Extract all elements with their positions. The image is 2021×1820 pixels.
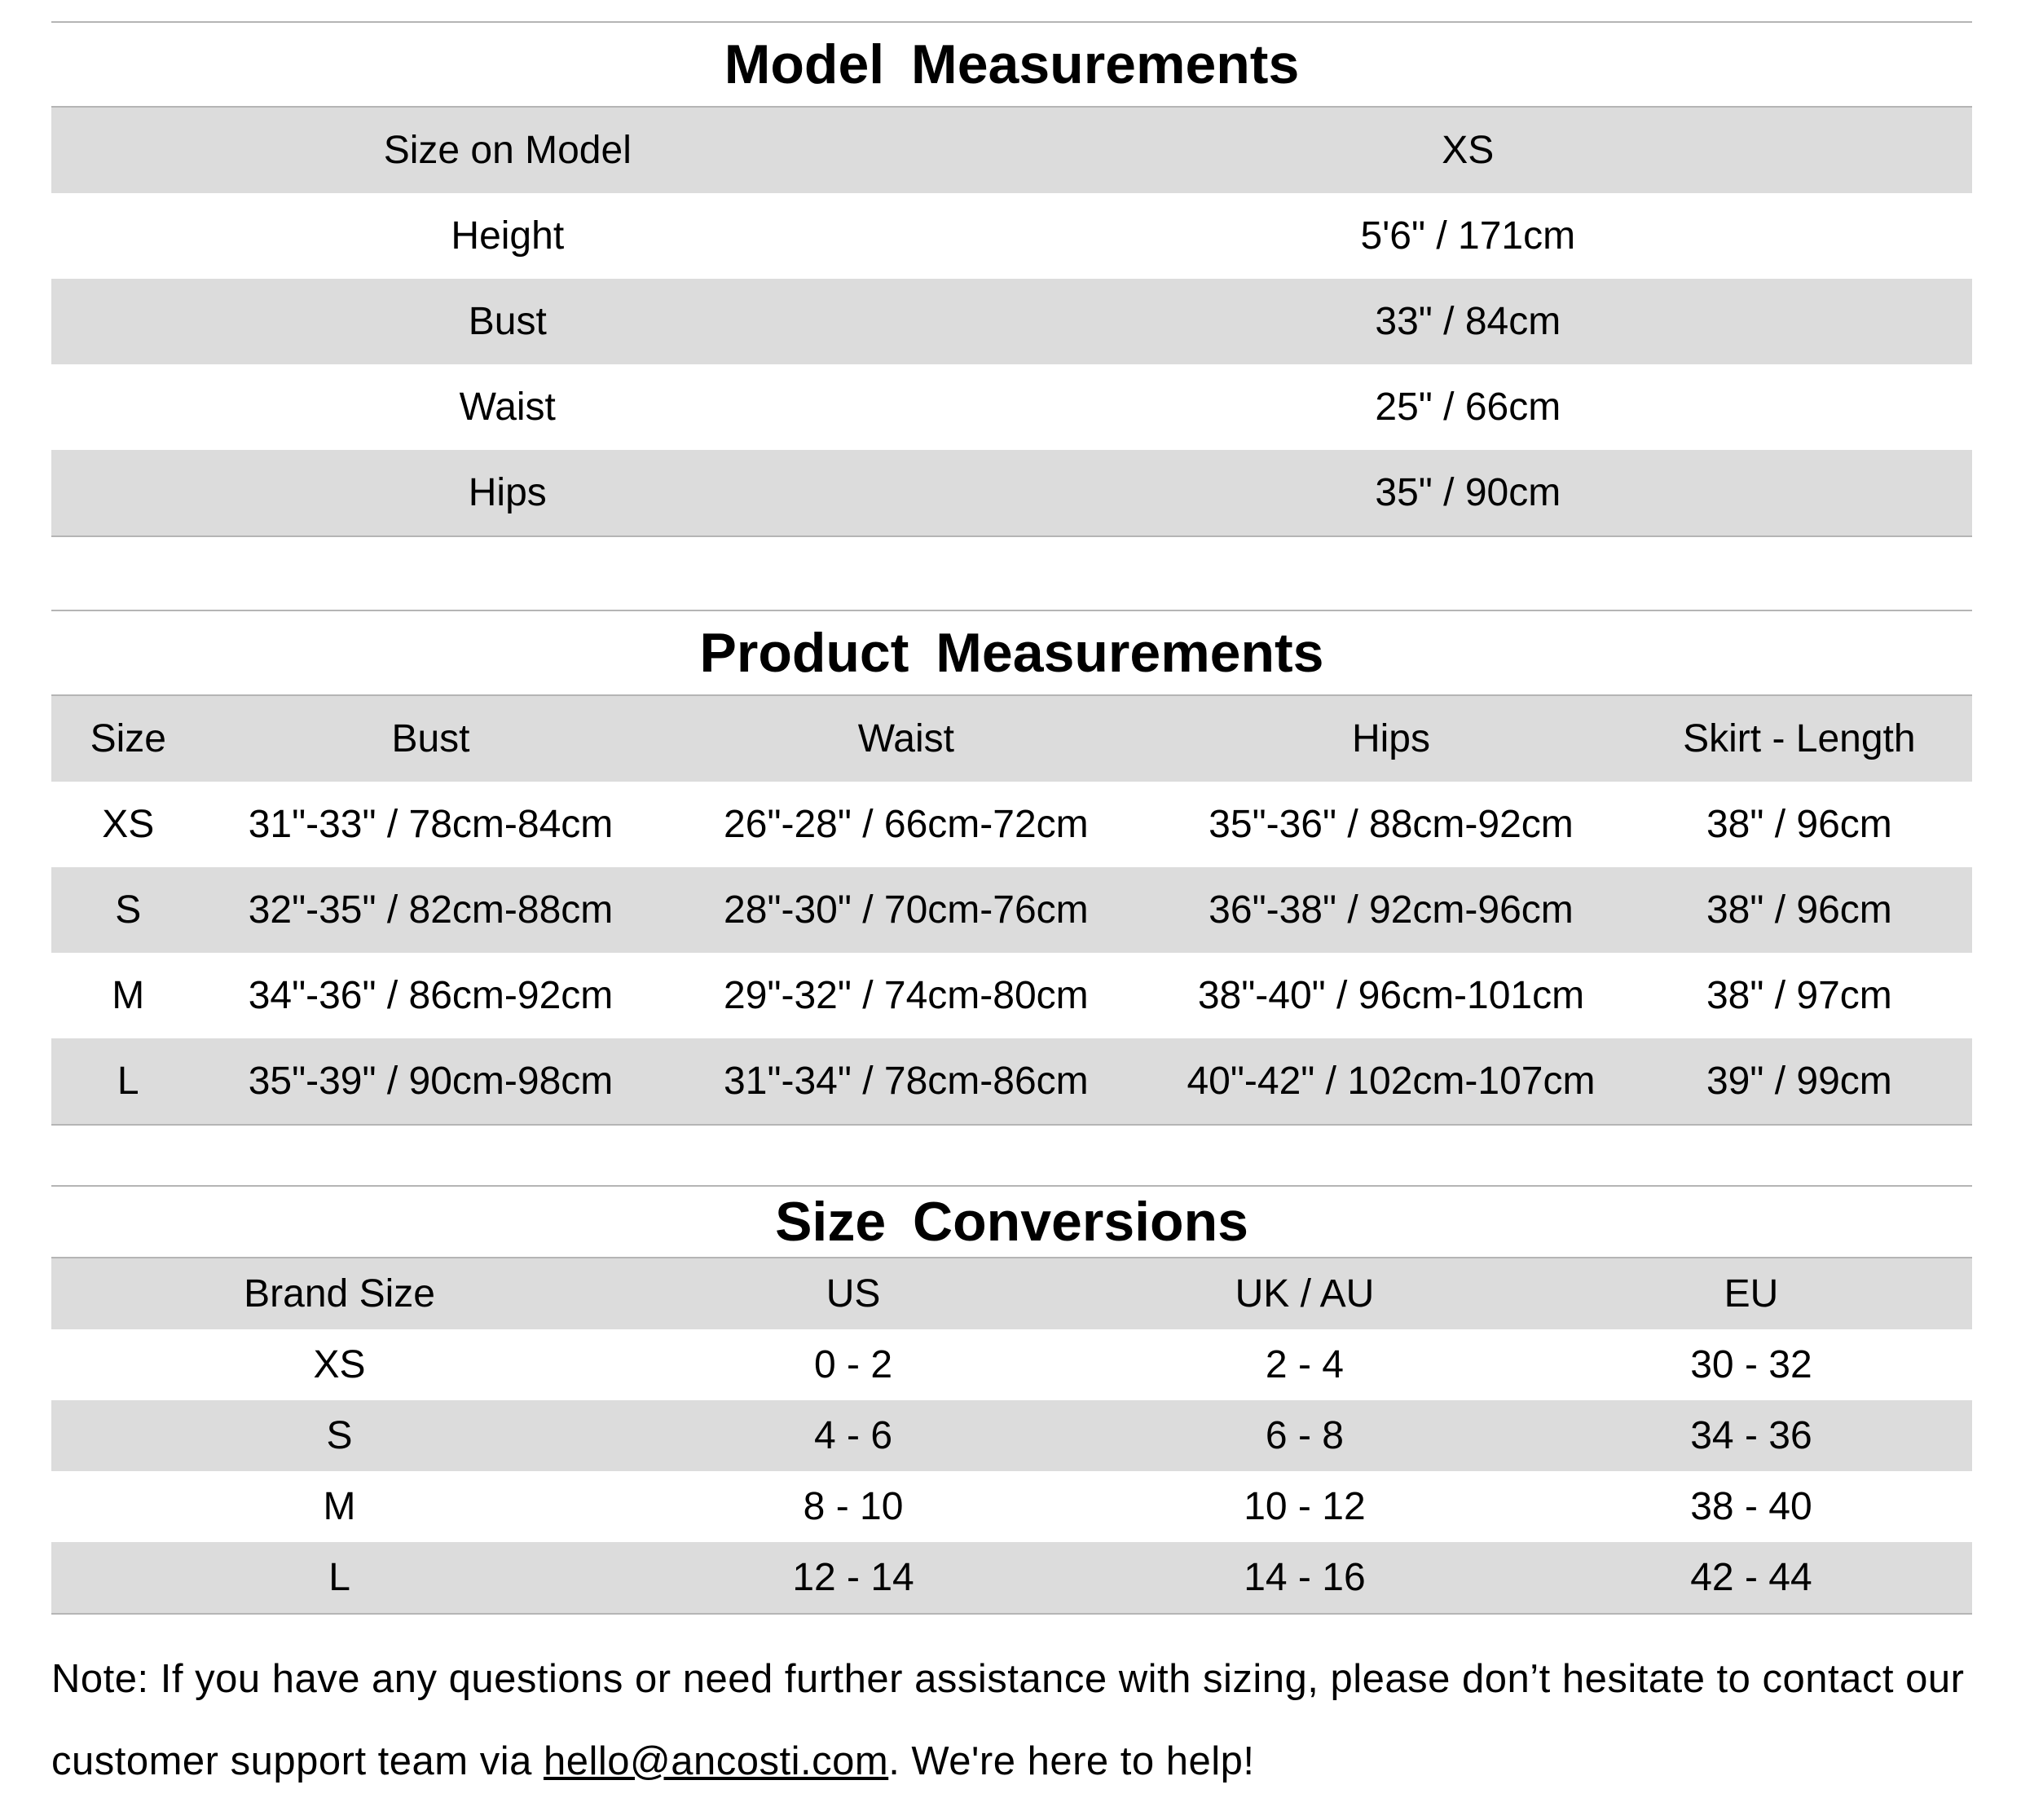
table-row: [51, 1038, 1972, 1125]
section-title: Product Measurements: [699, 622, 1324, 684]
row-label: Bust: [468, 300, 547, 343]
row-label: Hips: [468, 471, 547, 514]
table-cell: 34 - 36: [1690, 1414, 1812, 1457]
table-header-row: [51, 695, 1972, 782]
column-header: Skirt - Length: [1683, 717, 1916, 760]
section-title: Size Conversions: [775, 1191, 1248, 1253]
table-cell: 42 - 44: [1690, 1556, 1812, 1599]
column-header: Size: [90, 717, 166, 760]
table-cell: 30 - 32: [1690, 1343, 1812, 1386]
table-row: [51, 193, 1972, 279]
table-cell: XS: [102, 803, 155, 846]
support-email-link[interactable]: hello@ancosti.com: [543, 1739, 889, 1783]
table-cell: 35"-36" / 88cm-92cm: [1209, 803, 1574, 846]
table-cell: 40"-42" / 102cm-107cm: [1187, 1060, 1596, 1103]
table-cell: S: [115, 888, 142, 932]
table-cell: 35"-39" / 90cm-98cm: [248, 1060, 614, 1103]
table-row: [51, 279, 1972, 364]
table-cell: 38" / 96cm: [1706, 803, 1892, 846]
row-label: Size on Model: [383, 129, 632, 172]
table-row: [51, 107, 1972, 193]
table-cell: 39" / 99cm: [1706, 1060, 1892, 1103]
table-cell: 34"-36" / 86cm-92cm: [248, 974, 614, 1017]
row-label: Waist: [459, 386, 556, 429]
column-header: US: [826, 1272, 881, 1315]
note-suffix: . We're here to help!: [888, 1739, 1255, 1783]
model-measurements-section: [51, 21, 1972, 537]
table-row: [51, 953, 1972, 1038]
table-cell: 38"-40" / 96cm-101cm: [1197, 974, 1585, 1017]
table-row: [51, 1400, 1972, 1471]
section-title: Model Measurements: [724, 33, 1300, 95]
row-value: 35" / 90cm: [1375, 471, 1561, 514]
model-measurements-table: [51, 106, 1972, 537]
table-cell: 8 - 10: [803, 1485, 904, 1528]
table-row: [51, 867, 1972, 953]
size-conversions-table: [51, 1257, 1972, 1615]
table-cell: M: [323, 1485, 356, 1528]
table-cell: 6 - 8: [1265, 1414, 1344, 1457]
table-cell: 0 - 2: [814, 1343, 893, 1386]
table-cell: L: [328, 1556, 350, 1599]
note-text: Note: If you have any questions or need further assistance with sizing, please don’t hesitate to contact our customer support team via: [51, 1657, 1965, 1783]
row-value: 5'6" / 171cm: [1360, 214, 1576, 258]
table-row: [51, 364, 1972, 450]
table-cell: 31"-34" / 78cm-86cm: [724, 1060, 1089, 1103]
table-cell: 32"-35" / 82cm-88cm: [248, 888, 614, 932]
table-cell: 28"-30" / 70cm-76cm: [724, 888, 1089, 932]
table-cell: 14 - 16: [1244, 1556, 1366, 1599]
product-measurements-section: [51, 610, 1972, 1126]
table-cell: 31"-33" / 78cm-84cm: [248, 803, 614, 846]
column-header: Bust: [391, 717, 470, 760]
table-cell: 26"-28" / 66cm-72cm: [724, 803, 1089, 846]
table-cell: S: [326, 1414, 353, 1457]
table-cell: 38" / 97cm: [1706, 974, 1892, 1017]
table-row: [51, 450, 1972, 536]
row-value: XS: [1442, 129, 1495, 172]
row-label: Height: [451, 214, 565, 258]
column-header: UK / AU: [1235, 1272, 1375, 1315]
table-cell: 38" / 96cm: [1706, 888, 1892, 932]
table-cell: L: [117, 1060, 139, 1103]
row-value: 25" / 66cm: [1375, 386, 1561, 429]
table-cell: 4 - 6: [814, 1414, 893, 1457]
table-row: [51, 1329, 1972, 1400]
column-header: EU: [1724, 1272, 1779, 1315]
table-cell: 10 - 12: [1244, 1485, 1366, 1528]
table-cell: 38 - 40: [1690, 1485, 1812, 1528]
column-header: Hips: [1351, 717, 1430, 760]
table-row: [51, 782, 1972, 867]
table-row: [51, 1471, 1972, 1542]
table-row: [51, 1542, 1972, 1614]
product-measurements-table: [51, 694, 1972, 1126]
table-cell: 2 - 4: [1265, 1343, 1344, 1386]
row-value: 33" / 84cm: [1375, 300, 1561, 343]
table-header-row: [51, 1258, 1972, 1329]
table-cell: 36"-38" / 92cm-96cm: [1209, 888, 1574, 932]
table-cell: XS: [313, 1343, 366, 1386]
table-cell: M: [112, 974, 145, 1017]
table-cell: 12 - 14: [792, 1556, 914, 1599]
column-header: Waist: [857, 717, 954, 760]
size-conversions-section: [51, 1185, 1972, 1615]
support-note: [51, 1638, 1991, 1803]
table-cell: 29"-32" / 74cm-80cm: [724, 974, 1089, 1017]
column-header: Brand Size: [244, 1272, 435, 1315]
